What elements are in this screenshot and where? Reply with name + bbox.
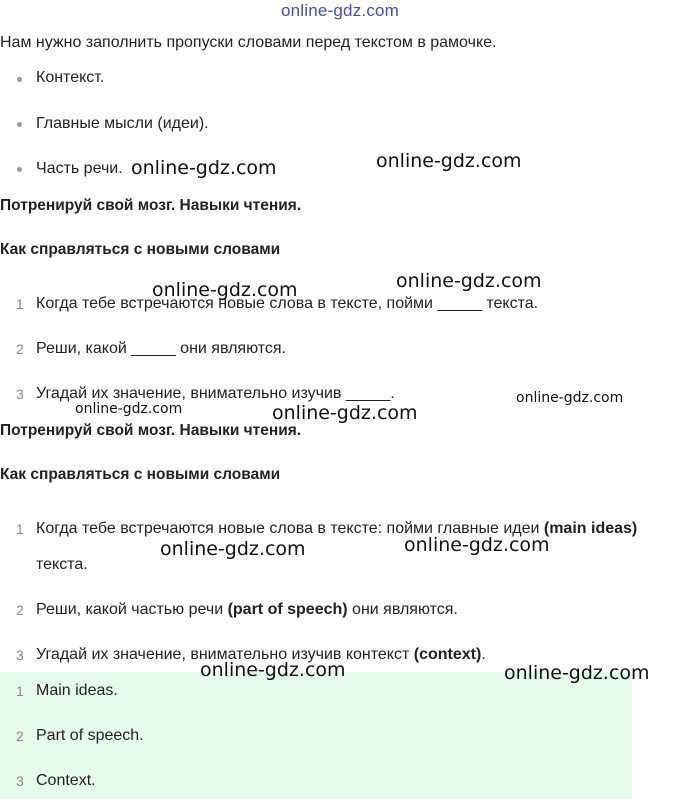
item-text: они являются. [347, 601, 458, 618]
list-number: 2 [16, 728, 24, 744]
watermark: online-gdz.com [75, 401, 183, 417]
watermark: online-gdz.com [376, 150, 522, 172]
bullet-dot [17, 77, 22, 82]
watermark: online-gdz.com [152, 279, 298, 301]
watermark: online-gdz.com [404, 534, 550, 556]
answer-item [36, 599, 458, 621]
exercise-item: Реши, какой _____ они являются. [36, 340, 286, 357]
header-watermark: online-gdz.com [280, 1, 400, 20]
exercise-item: Угадай их значение, внимательно изучив _____. [36, 385, 395, 402]
item-text: Реши, какой частью речи [36, 601, 228, 618]
item-term: (main ideas) [543, 520, 638, 537]
section-subtitle: Как справляться с новыми словами [0, 241, 281, 258]
intro-text: Нам нужно заполнить пропуски словами перед текстом в рамочке. [0, 34, 497, 51]
list-number: 1 [16, 296, 24, 312]
section-title: Потренируй свой мозг. Навыки чтения. [0, 422, 302, 439]
watermark: online-gdz.com [504, 662, 650, 684]
item-term: (part of speech) [227, 601, 348, 618]
section-subtitle: Как справляться с новыми словами [0, 466, 281, 483]
bullet-item: Контекст. [36, 69, 105, 86]
list-number: 3 [16, 773, 24, 789]
exercise-item: Когда тебе встречаются новые слова в тексте, пойми _____ текста. [36, 295, 539, 312]
watermark: online-gdz.com [272, 402, 418, 424]
watermark: online-gdz.com [516, 390, 624, 406]
item-text: . [481, 646, 486, 663]
answer-text: Context. [36, 772, 96, 789]
answer-text: Part of speech. [36, 727, 144, 744]
bullet-dot [17, 122, 22, 127]
list-number: 3 [16, 647, 24, 663]
bullet-dot [17, 167, 22, 172]
answer-text: Main ideas. [36, 682, 118, 699]
watermark: online-gdz.com [160, 538, 306, 560]
item-text: Угадай их значение, внимательно изучив контекст [36, 646, 414, 663]
item-term: (context) [413, 646, 482, 663]
bullet-item: Главные мысли (идеи). [36, 115, 209, 132]
list-number: 3 [16, 386, 24, 402]
item-text: текста. [36, 556, 88, 573]
list-number: 1 [16, 683, 24, 699]
list-number: 2 [16, 602, 24, 618]
watermark: online-gdz.com [200, 659, 346, 681]
bullet-item: Часть речи. [36, 160, 123, 177]
section-title: Потренируй свой мозг. Навыки чтения. [0, 197, 302, 214]
watermark: online-gdz.com [131, 157, 277, 179]
answer-item [36, 511, 672, 583]
list-number: 1 [16, 521, 24, 537]
list-number: 2 [16, 341, 24, 357]
watermark: online-gdz.com [396, 270, 542, 292]
item-text: Когда тебе встречаются новые слова в тексте: пойми главные идеи [36, 520, 544, 537]
